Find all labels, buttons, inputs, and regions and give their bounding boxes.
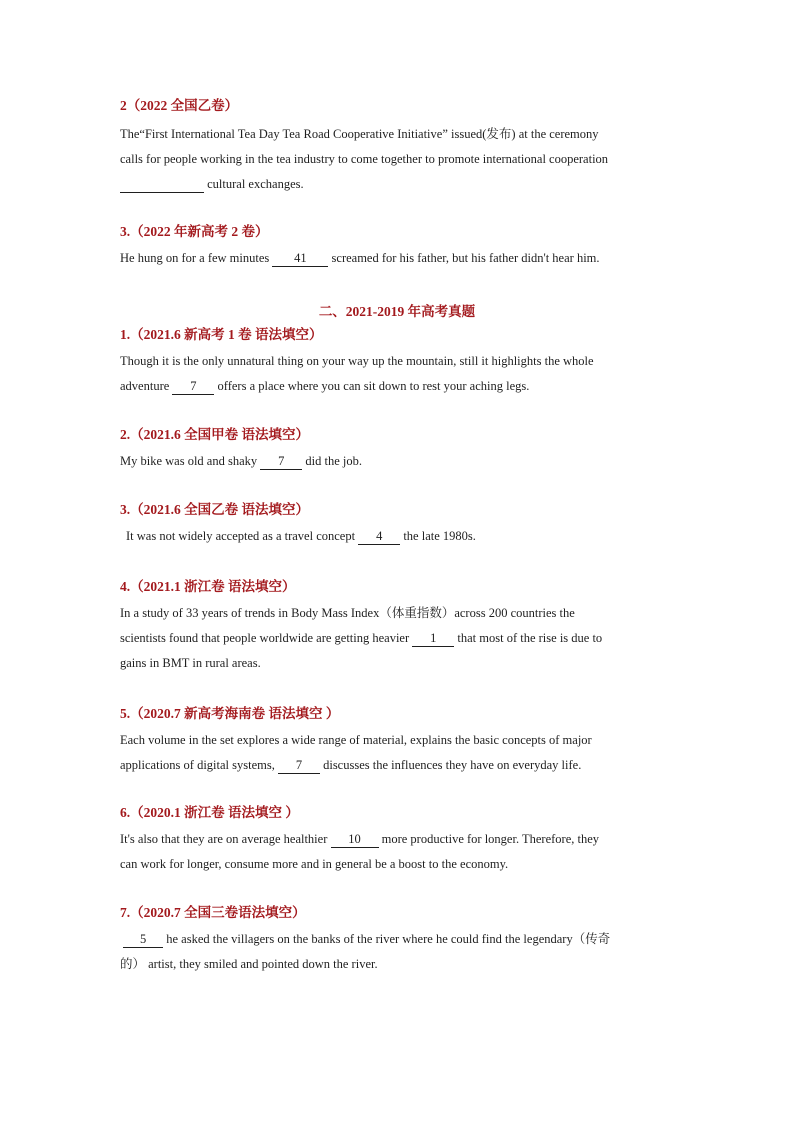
text-line <box>120 827 675 852</box>
text-line <box>120 449 675 474</box>
text-line: The“First International Tea Day Tea Road Cooperative Initiative” issued(发布) at the ceremony <box>120 127 599 141</box>
question-text <box>120 728 675 778</box>
text-fragment: My bike was old and shaky <box>120 454 261 468</box>
question-s2-6 <box>120 803 675 877</box>
question-2022-new2 <box>120 222 675 271</box>
text-line <box>120 172 675 197</box>
answer-blank[interactable]: 5 <box>123 931 163 948</box>
answer-blank[interactable] <box>120 176 204 193</box>
question-s2-3 <box>120 500 675 549</box>
question-text <box>120 449 675 474</box>
answer-blank[interactable]: 41 <box>272 250 328 267</box>
text-fragment: cultural exchanges. <box>204 177 304 191</box>
answer-blank[interactable]: 10 <box>331 831 379 848</box>
question-heading: 3.（2022 年新高考 2 卷） <box>120 224 269 239</box>
text-line: can work for longer, consume more and in general be a boost to the economy. <box>120 857 509 871</box>
text-fragment: He hung on for a few minutes <box>120 251 273 265</box>
answer-blank[interactable]: 4 <box>358 528 400 545</box>
text-line <box>126 524 675 549</box>
text-fragment: offers a place where you can sit down to rest your aching legs. <box>214 379 530 393</box>
text-line <box>120 246 675 271</box>
question-text <box>120 601 675 676</box>
answer-blank[interactable]: 7 <box>278 757 320 774</box>
answer-blank[interactable]: 1 <box>412 630 454 647</box>
question-text <box>120 246 675 271</box>
question-heading: 3.（2021.6 全国乙卷 语法填空） <box>120 502 309 517</box>
question-s2-5 <box>120 704 675 778</box>
question-2022-yi <box>120 96 675 197</box>
text-fragment: It was not widely accepted as a travel concept <box>126 529 359 543</box>
text-fragment: scientists found that people worldwide are getting heavier <box>120 631 413 645</box>
text-line: Though it is the only unnatural thing on your way up the mountain, still it highlights the whole <box>120 354 594 368</box>
question-text <box>120 122 675 197</box>
text-fragment: he asked the villagers on the banks of the river where he could find the legendary（传奇 <box>163 932 611 946</box>
text-fragment: adventure <box>120 379 173 393</box>
text-line <box>120 927 675 952</box>
question-heading: 5.（2020.7 新高考海南卷 语法填空 ） <box>120 706 340 721</box>
text-line: In a study of 33 years of trends in Body Mass Index（体重指数）across 200 countries the <box>120 606 575 620</box>
text-fragment: screamed for his father, but his father didn't hear him. <box>328 251 600 265</box>
question-text <box>120 827 675 877</box>
question-heading: 4.（2021.1 浙江卷 语法填空） <box>120 579 296 594</box>
text-fragment: discusses the influences they have on everyday life. <box>319 758 582 772</box>
question-heading: 2（2022 全国乙卷） <box>120 98 239 113</box>
question-s2-2 <box>120 425 675 474</box>
question-s2-4 <box>120 577 675 676</box>
question-heading: 6.（2020.1 浙江卷 语法填空 ） <box>120 805 299 820</box>
text-fragment: that most of the rise is due to <box>454 631 603 645</box>
text-line <box>120 626 675 651</box>
text-line: calls for people working in the tea industry to come together to promote international cooperation <box>120 152 609 166</box>
answer-blank[interactable]: 7 <box>172 378 214 395</box>
text-fragment: did the job. <box>302 454 362 468</box>
text-line: Each volume in the set explores a wide range of material, explains the basic concepts of major <box>120 733 592 747</box>
question-heading: 7.（2020.7 全国三卷语法填空） <box>120 905 306 920</box>
question-s2-1 <box>120 325 675 399</box>
text-fragment: applications of digital systems, <box>120 758 278 772</box>
text-line <box>120 753 675 778</box>
section-title: 二、2021-2019 年高考真题 <box>318 304 476 319</box>
text-fragment: the late 1980s. <box>400 529 476 543</box>
text-fragment: more productive for longer. Therefore, they <box>378 832 600 846</box>
text-fragment: It's also that they are on average healthier <box>120 832 331 846</box>
question-s2-7 <box>120 903 675 977</box>
question-text <box>120 349 675 399</box>
question-heading: 1.（2021.6 新高考 1 卷 语法填空） <box>120 327 323 342</box>
text-line <box>120 374 675 399</box>
text-line: gains in BMT in rural areas. <box>120 656 261 670</box>
question-heading: 2.（2021.6 全国甲卷 语法填空） <box>120 427 309 442</box>
text-line: 的） artist, they smiled and pointed down the river. <box>120 957 378 971</box>
question-text <box>120 524 675 549</box>
answer-blank[interactable]: 7 <box>260 453 302 470</box>
question-text <box>120 927 675 977</box>
